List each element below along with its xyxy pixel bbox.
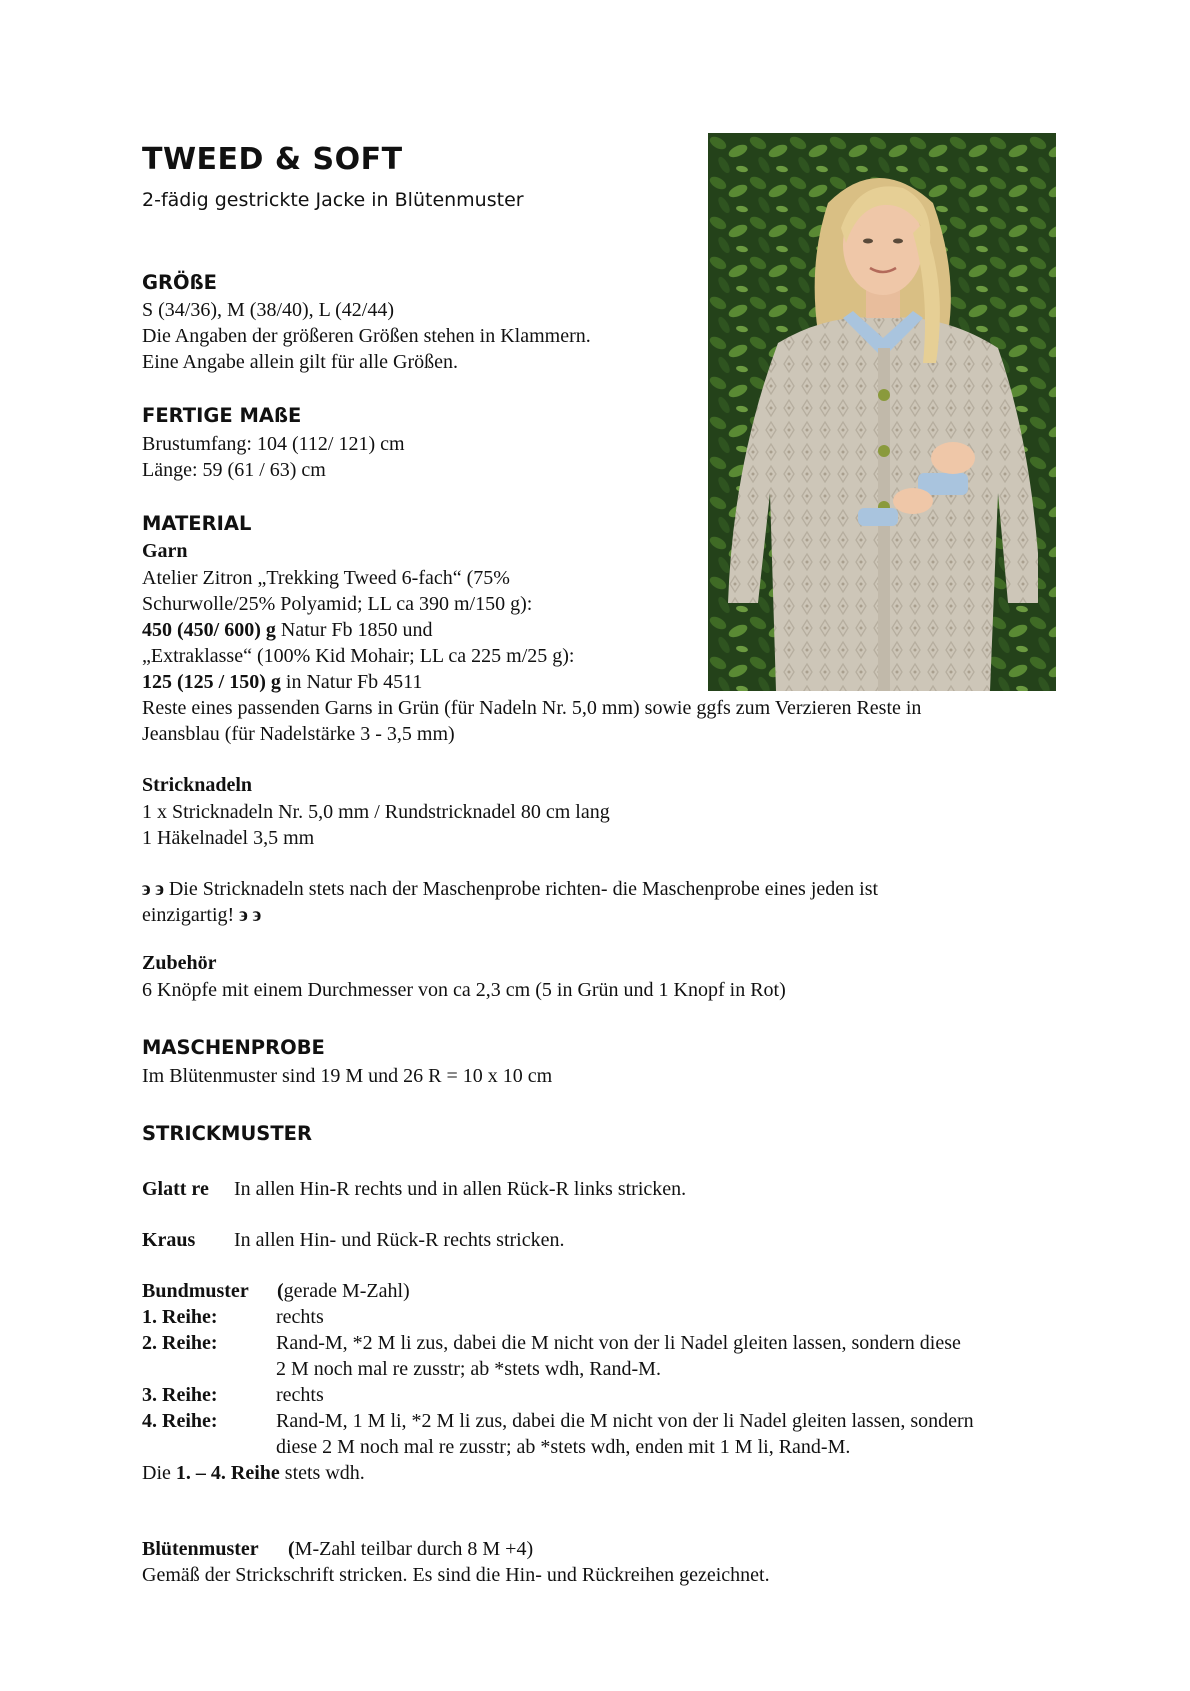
reihe-label: 1. Reihe: bbox=[142, 1306, 218, 1328]
bluetenmuster-label: Blütenmuster bbox=[142, 1538, 259, 1560]
section-heading-groesse: GRÖßE bbox=[142, 271, 217, 294]
material-line: 450 (450/ 600) g Natur Fb 1850 und bbox=[142, 619, 433, 641]
document-title: TWEED & SOFT bbox=[142, 142, 403, 177]
maschenprobe-line: Im Blütenmuster sind 19 M und 26 R = 10 x 10 cm bbox=[142, 1065, 553, 1087]
reihe-label: 3. Reihe: bbox=[142, 1384, 218, 1406]
kraus-text: In allen Hin- und Rück-R rechts stricken. bbox=[234, 1229, 565, 1251]
reihe-text: diese 2 M noch mal re zusstr; ab *stets wdh, enden mit 1 M li, Rand-M. bbox=[276, 1436, 851, 1458]
material-line: Jeansblau (für Nadelstärke 3 - 3,5 mm) bbox=[142, 723, 455, 745]
hinweis-line: einzigartig! ϶ ϶ bbox=[142, 904, 262, 926]
reihe-text: rechts bbox=[276, 1384, 324, 1406]
hinweis-mark: ϶ ϶ bbox=[142, 878, 164, 900]
groesse-line: Die Angaben der größeren Größen stehen in Klammern. bbox=[142, 325, 591, 347]
material-line: „Extraklasse“ (100% Kid Mohair; LL ca 225 m/25 g): bbox=[142, 645, 575, 667]
masse-line: Länge: 59 (61 / 63) cm bbox=[142, 459, 326, 481]
material-garn-label: Garn bbox=[142, 540, 188, 562]
bluetenmuster-line: Gemäß der Strickschrift stricken. Es sind die Hin- und Rückreihen gezeichnet. bbox=[142, 1564, 770, 1586]
hinweis-line: ϶ ϶ Die Stricknadeln stets nach der Maschenprobe richten- die Maschenprobe eines jeden ist bbox=[142, 878, 879, 900]
glatt-re-label: Glatt re bbox=[142, 1178, 209, 1200]
nadeln-label: Stricknadeln bbox=[142, 774, 253, 796]
section-heading-material: MATERIAL bbox=[142, 512, 252, 535]
reihe-label: 2. Reihe: bbox=[142, 1332, 218, 1354]
zubehoer-label: Zubehör bbox=[142, 952, 217, 974]
glatt-re-text: In allen Hin-R rechts und in allen Rück-R links stricken. bbox=[234, 1178, 687, 1200]
material-line: Atelier Zitron „Trekking Tweed 6-fach“ (75% bbox=[142, 567, 510, 589]
nadeln-line: 1 Häkelnadel 3,5 mm bbox=[142, 827, 315, 849]
groesse-line: Eine Angabe allein gilt für alle Größen. bbox=[142, 351, 459, 373]
bundmuster-label: Bundmuster bbox=[142, 1280, 249, 1302]
bundmuster-repeat: Die 1. – 4. Reihe stets wdh. bbox=[142, 1462, 365, 1484]
reihe-text: 2 M noch mal re zusstr; ab *stets wdh, Rand-M. bbox=[276, 1358, 661, 1380]
material-line: Reste eines passenden Garns in Grün (für Nadeln Nr. 5,0 mm) sowie ggfs zum Verzieren Reste in bbox=[142, 697, 922, 719]
reihe-label: 4. Reihe: bbox=[142, 1410, 218, 1432]
material-line: 125 (125 / 150) g in Natur Fb 4511 bbox=[142, 671, 423, 693]
section-heading-masse: FERTIGE MAßE bbox=[142, 404, 302, 427]
document-subtitle: 2-fädig gestrickte Jacke in Blütenmuster bbox=[142, 189, 524, 211]
material-amount-mohair: 125 (125 / 150) g bbox=[142, 671, 281, 693]
material-line: Schurwolle/25% Polyamid; LL ca 390 m/150 g): bbox=[142, 593, 533, 615]
zubehoer-line: 6 Knöpfe mit einem Durchmesser von ca 2,3 cm (5 in Grün und 1 Knopf in Rot) bbox=[142, 979, 786, 1001]
masse-line: Brustumfang: 104 (112/ 121) cm bbox=[142, 433, 405, 455]
hinweis-mark: ϶ ϶ bbox=[239, 904, 262, 926]
reihe-text: rechts bbox=[276, 1306, 324, 1328]
nadeln-line: 1 x Stricknadeln Nr. 5,0 mm / Rundstricknadel 80 cm lang bbox=[142, 801, 610, 823]
kraus-label: Kraus bbox=[142, 1229, 196, 1251]
section-heading-maschenprobe: MASCHENPROBE bbox=[142, 1036, 325, 1059]
reihe-text: Rand-M, 1 M li, *2 M li zus, dabei die M nicht von der li Nadel gleiten lassen, sondern bbox=[276, 1410, 974, 1432]
reihe-text: Rand-M, *2 M li zus, dabei die M nicht von der li Nadel gleiten lassen, sondern diese bbox=[276, 1332, 961, 1354]
groesse-line: S (34/36), M (38/40), L (42/44) bbox=[142, 299, 395, 321]
section-heading-strickmuster: STRICKMUSTER bbox=[142, 1122, 312, 1145]
photo-woman-cardigan-icon bbox=[708, 133, 1056, 691]
document-page: TWEED & SOFT 2-fädig gestrickte Jacke in Blütenmuster GRÖßE S (34/36), M (38/40), L (42/44) Die Angaben der größeren Größen stehen in Klammern. Eine Angabe allein gilt für alle Größen. FERTIGE MAßE Brustumfang: 104 (112/ 121) cm Länge: 59 (61 / 63) cm MATERIAL Garn Atelier Zitron „Trekking Tweed 6-fach“ (75% Schurwolle/25% Polyamid; LL ca 390 m/150 g): 450 (450/ 600) g Natur Fb 1850 und „Extraklasse“ (100% Kid Mohair; LL ca 225 m/25 g): 125 (125 / 150) g in Natur Fb 4511 Reste eines passenden Garns in Grün (für Nadeln Nr. 5,0 mm) sowie ggfs zum Verzieren Reste in Jeansblau (für Nadelstärke 3 - 3,5 mm) Stricknadeln 1 x Stricknadeln Nr. 5,0 mm / Rundstricknadel 80 cm lang 1 Häkelnadel 3,5 mm ϶ ϶ Die Stricknadeln stets nach der Maschenprobe richten- die Maschenprobe eines jeden ist einzigartig! ϶ ϶ Zubehör 6 Knöpfe mit einem Durchmesser von ca 2,3 cm (5 in Grün und 1 Knopf in Rot) MASCHENPROBE Im Blütenmuster sind 19 M und 26 R = 10 x 10 cm STRICKMUSTER Glatt re In allen Hin-R rechts und in allen Rück-R links stricken. Kraus In allen Hin- und Rück-R rechts stricken. Bundmuster (gerade M-Zahl) 1. Reihe: rechts 2. Reihe: Rand-M, *2 M li zus, dabei die M nicht von der li Nadel gleiten lassen, sondern diese 2 M noch mal re zusstr; ab *stets wdh, Rand-M. 3. Reihe: rechts 4. Reihe: Rand-M, 1 M li, *2 M li zus, dabei die M nicht von der li Nadel gleiten lassen, sondern diese 2 M noch mal re zusstr; ab *stets wdh, enden mit 1 M li, Rand-M. Die 1. – 4. Reihe stets wdh. Blütenmuster (M-Zahl teilbar durch 8 M +4) Gemäß der Strickschrift stricken. Es sind die Hin- und Rückreihen gezeichnet. bbox=[0, 0, 1190, 1691]
material-amount-tweed: 450 (450/ 600) g bbox=[142, 619, 276, 641]
model-photo bbox=[708, 133, 1056, 691]
